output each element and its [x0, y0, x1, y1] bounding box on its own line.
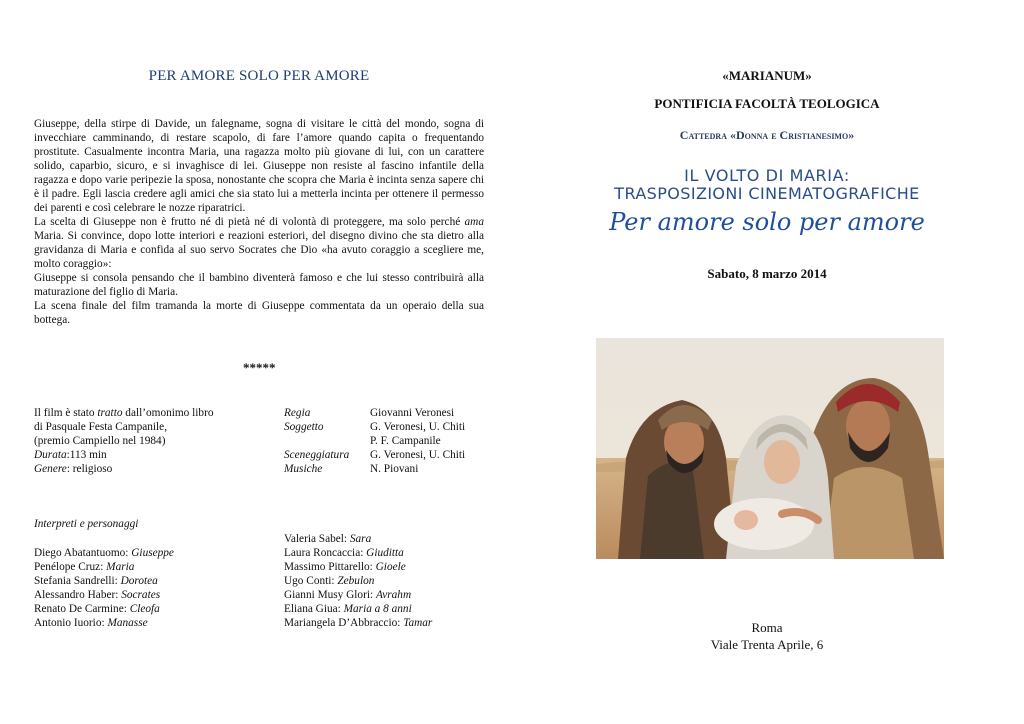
cast-entry: [284, 560, 432, 574]
character-name: Maria a 8 anni: [343, 603, 412, 615]
character-name: Tamar: [403, 617, 433, 629]
cast-entry: [284, 602, 432, 616]
actor-name: Laura Roncaccia:: [284, 547, 367, 559]
left-page-title: PER AMORE SOLO PER AMORE: [148, 68, 370, 84]
city: Roma: [751, 620, 783, 635]
synopsis-text: La scelta di Giuseppe non è frutto né di pietà né di volontà di proteggere, ma solo perché: [34, 216, 465, 228]
cast-list-right: [284, 532, 432, 630]
actor-name: Gianni Musy Glori:: [284, 589, 376, 601]
synopsis-emphasis: ama: [464, 216, 484, 228]
synopsis-paragraph-2: [34, 215, 484, 271]
cast-entry: [284, 588, 432, 602]
character-name: Avrahm: [375, 589, 412, 601]
credit-name: P. F. Campanile: [370, 435, 441, 447]
character-name: Maria: [106, 561, 135, 573]
cast-entry: [34, 546, 174, 560]
synopsis-paragraph-3: Giuseppe si consola pensando che il bambino diventerà famoso e che lui stesso contribuirà alla maturazione del figlio di Maria.: [34, 272, 484, 298]
cast-entry: [34, 616, 174, 630]
actor-name: Diego Abatantuomo:: [34, 547, 132, 559]
character-name: Gioele: [375, 561, 406, 573]
film-author-line: di Pasquale Festa Campanile,: [34, 421, 168, 433]
section-separator: *****: [243, 360, 276, 375]
credit-role: Soggetto: [284, 421, 324, 433]
cast-list-left: [34, 546, 174, 630]
credit-name: G. Veronesi, U. Chiti: [370, 449, 466, 461]
cast-entry: [34, 560, 174, 574]
credit-role: [284, 434, 370, 448]
film-title-script: Per amore solo per amore: [609, 208, 925, 236]
film-source-text: Il film è stato: [34, 407, 98, 419]
duration-label: Durata: [34, 449, 67, 461]
film-still-photo: [596, 338, 944, 559]
credit-name: G. Veronesi, U. Chiti: [370, 421, 466, 433]
film-duration: [34, 448, 284, 462]
institution-name: «MARIANUM»: [722, 68, 812, 83]
character-name: Giuditta: [366, 547, 404, 559]
duration-value: :113 min: [66, 449, 107, 461]
cast-entry: [284, 574, 432, 588]
actor-name: Mariangela D’Abbraccio:: [284, 617, 404, 629]
genre-value: : religioso: [66, 463, 113, 475]
film-still-illustration: [596, 338, 944, 559]
credit-name: N. Piovani: [370, 463, 419, 475]
character-name: Cleofa: [129, 603, 160, 615]
synopsis: [34, 117, 484, 327]
credit-row: [284, 448, 465, 462]
credit-row: [284, 434, 465, 448]
film-source-emphasis: tratto: [97, 407, 123, 419]
actor-name: Penélope Cruz:: [34, 561, 107, 573]
actor-name: Alessandro Haber:: [34, 589, 122, 601]
cast-entry: [34, 588, 174, 602]
actor-name: Massimo Pittarello:: [284, 561, 376, 573]
credit-row: [284, 420, 465, 434]
cast-entry: [284, 532, 432, 546]
faculty-name: PONTIFICIA FACOLTÀ TEOLOGICA: [654, 96, 880, 111]
film-prize-line: (premio Campiello nel 1984): [34, 435, 166, 447]
character-name: Sara: [349, 533, 372, 545]
actor-name: Stefania Sandrelli:: [34, 575, 121, 587]
credit-row: [284, 462, 465, 476]
chair-name: Cattedra «Donna e Cristianesimo»: [679, 128, 855, 142]
credit-role: Musiche: [284, 463, 323, 475]
film-info: [34, 406, 284, 476]
cast-heading: Interpreti e personaggi: [34, 518, 139, 530]
cycle-title-line-2: TRASPOSIZIONI CINEMATOGRAFICHE: [614, 184, 920, 203]
character-name: Socrates: [121, 589, 161, 601]
address: Viale Trenta Aprile, 6: [710, 637, 824, 652]
actor-name: Antonio Iuorio:: [34, 617, 108, 629]
cast-entry: [284, 546, 432, 560]
film-source-text: dall’omonimo libro: [122, 407, 214, 419]
character-name: Zebulon: [337, 575, 375, 587]
cycle-title-line-1: IL VOLTO DI MARIA:: [684, 166, 850, 185]
actor-name: Valeria Sabel:: [284, 533, 350, 545]
credit-role: Regia: [284, 407, 311, 419]
genre-label: Genere: [34, 463, 67, 475]
cast-entry: [34, 602, 174, 616]
credit-role: Sceneggiatura: [284, 449, 350, 461]
synopsis-paragraph-1: Giuseppe, della stirpe di Davide, un falegname, sogna di visitare le città del mondo, sogna di invecchiare camminando, di restare scapolo, di fare l’amore quando capita o frequentando prostitute. Casualmente incontra Maria, una ragazza molto più giovane di lui, con un carattere solido, caparbio, sicuro, e si invaghisce di lei. Giuseppe non resiste al fascino infantile della ragazza e dopo varie peripezie la sposa, nonostante che scopra che Maria è incinta senza sapere chi è il padre. Egli lascia credere agli amici che sia stato lui a metterla incinta per ottenere il permesso dei parenti e così celebrare le nozze riparatrici.: [34, 118, 484, 214]
actor-name: Ugo Conti:: [284, 575, 338, 587]
character-name: Manasse: [107, 617, 148, 629]
cast-entry: [284, 616, 432, 630]
actor-name: Renato De Carmine:: [34, 603, 130, 615]
credit-name: Giovanni Veronesi: [370, 407, 455, 419]
actor-name: Eliana Giua:: [284, 603, 344, 615]
cast-entry: [34, 574, 174, 588]
character-name: Dorotea: [120, 575, 158, 587]
synopsis-text: Maria. Si convince, dopo lotte interiori e reazioni esteriori, del disegno divino che sta dietro alla gravidanza di Maria e confida al suo servo Socrates che Dio «ha avuto coraggio a scegliere me, molto coraggio»:: [34, 230, 484, 270]
film-genre: [34, 462, 284, 476]
credit-row: [284, 406, 465, 420]
synopsis-paragraph-4: La scena finale del film tramanda la morte di Giuseppe commentata da un operaio della sua bottega.: [34, 300, 484, 326]
film-source-line: [34, 406, 284, 420]
event-date: Sabato, 8 marzo 2014: [707, 266, 827, 281]
character-name: Giuseppe: [131, 547, 174, 559]
credits-table: [284, 406, 465, 476]
